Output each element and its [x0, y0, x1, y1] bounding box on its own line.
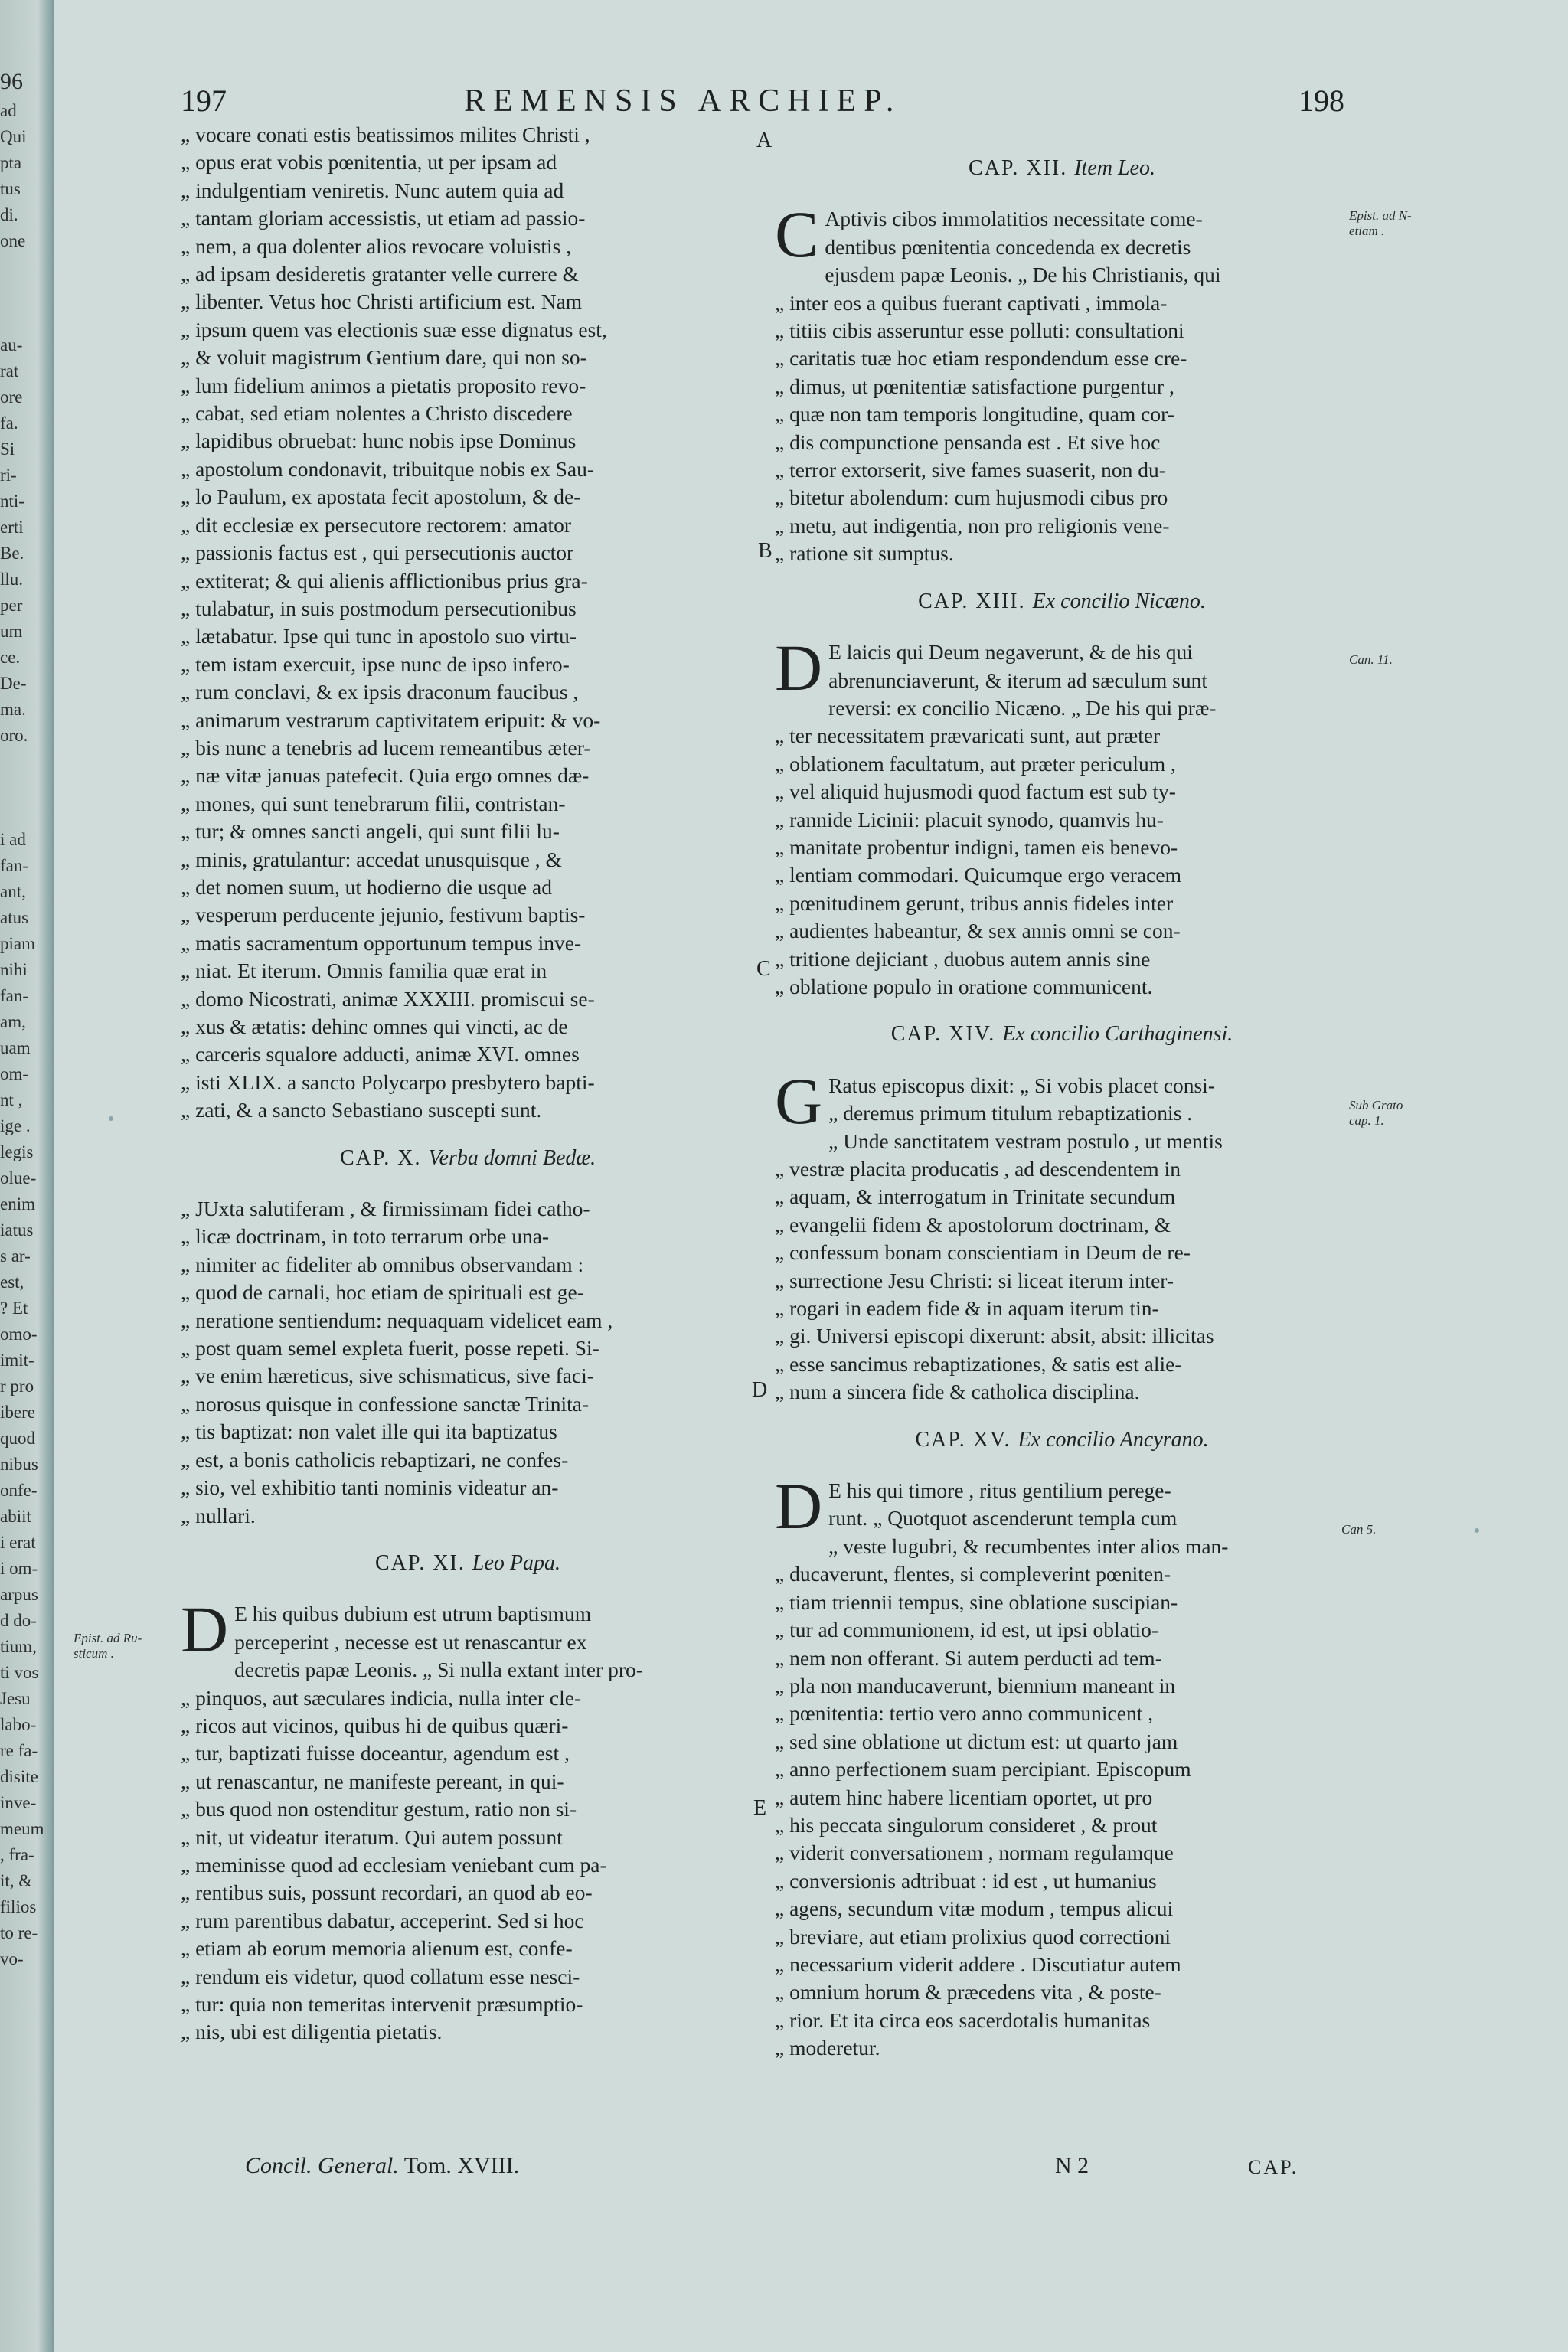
previous-page-line: um	[0, 622, 23, 641]
text-line: „ confessum bonam conscientiam in Deum de re-	[775, 1240, 1191, 1265]
previous-page-line: ri-	[0, 466, 17, 485]
text-line: „ licæ doctrinam, in toto terrarum orbe una-	[181, 1224, 550, 1249]
previous-page-line: ige .	[0, 1116, 31, 1135]
text-line: „ tur; & omnes sancti angeli, qui sunt filii lu-	[181, 819, 560, 844]
previous-page-line: ce.	[0, 648, 21, 667]
previous-page-line: labo-	[0, 1715, 37, 1734]
cap14-title: CAP. XIV.	[890, 1022, 996, 1047]
text-line: Aptivis cibos immolatitios necessitate come-	[825, 207, 1203, 231]
cap13-dropcap: D	[775, 631, 823, 705]
text-line: „ carceris squalore adducti, animæ XVI. omnes	[181, 1042, 580, 1067]
text-line: „ vel aliquid hujusmodi quod factum est sub ty-	[775, 779, 1176, 804]
text-line: „ ad ipsam desideretis gratanter velle currere &	[181, 262, 579, 286]
text-line: „ animarum vestrarum captivitatem eripuit: & vo-	[181, 707, 601, 732]
previous-page-line: Be.	[0, 544, 24, 563]
cap13-body	[775, 631, 1349, 1001]
text-line: runt. „ Quotquot ascenderunt templa cum	[828, 1506, 1178, 1530]
text-line: „ tur: quia non temeritas intervenit præsumptio-	[181, 1992, 583, 2016]
text-line: „ minis, gratulantur: accedat unusquisque , &	[181, 847, 562, 871]
text-line: „ rentibus suis, possunt recordari, an quod ab eo-	[181, 1880, 593, 1905]
text-line: „ nimiter ac fideliter ab omnibus observandam :	[181, 1252, 584, 1276]
text-line: „ num a sincera fide & catholica disciplina.	[775, 1380, 1140, 1404]
right-column	[775, 136, 1349, 2063]
previous-page-line: fan-	[0, 856, 29, 875]
previous-page-line	[0, 280, 46, 306]
text-line: „ manitate probentur indigni, tamen eis benevo-	[775, 835, 1178, 859]
cap11-body	[181, 1592, 755, 2047]
previous-page-line: am,	[0, 1012, 26, 1031]
text-line: „ oblationem facultatum, aut præter periculum ,	[775, 751, 1176, 776]
previous-page-line: Si	[0, 439, 15, 459]
text-line: „ conversionis adtribuat : id est , ut humanius	[775, 1868, 1157, 1893]
previous-page-line: r pro	[0, 1377, 34, 1396]
cap14-body	[775, 1063, 1349, 1406]
margin-note-can5	[1341, 1522, 1376, 1537]
cap15-text	[775, 1469, 1349, 2063]
margin-note-epist-right	[1349, 208, 1412, 239]
previous-page-line: s ar-	[0, 1246, 31, 1266]
text-line: „ pœnitudinem gerunt, tribus annis fideles inter	[775, 890, 1174, 915]
previous-page-line: d do-	[0, 1611, 37, 1630]
cap12-subtitle: Item Leo.	[1074, 156, 1155, 180]
text-line: reversi: ex concilio Nicæno. „ De his qui præ-	[828, 695, 1217, 720]
text-line: „ gi. Universi episcopi dixerunt: absit, absit: illicitas	[775, 1324, 1214, 1348]
cap11-heading	[181, 1550, 755, 1577]
text-line: „ viderit conversationem , normam regulamque	[775, 1841, 1174, 1865]
text-line: „ niat. Et iterum. Omnis familia quæ erat in	[181, 959, 547, 983]
text-line: „ omnium horum & præcedens vita , & poste-	[775, 1980, 1161, 2004]
paper-speck	[1475, 1528, 1479, 1533]
text-line: „ ducaverunt, flentes, si compleverint pœniten-	[775, 1562, 1171, 1586]
cap12-heading	[775, 155, 1349, 182]
text-line: „ est, a bonis catholicis rebaptizari, ne confes-	[181, 1447, 569, 1472]
text-line: „ rior. Et ita circa eos sacerdotalis humanitas	[775, 2007, 1151, 2032]
section-letter-a: A	[756, 129, 773, 152]
text-line: perceperint , necesse est ut renascantur ex	[234, 1629, 587, 1654]
cap11-subtitle: Leo Papa.	[472, 1550, 561, 1575]
previous-page-line: re fa-	[0, 1741, 38, 1760]
previous-page-line: tium,	[0, 1637, 37, 1656]
text-line: „ audientes habeantur, & sex annis omni se con-	[775, 919, 1181, 943]
text-line: „ tiam triennii tempus, sine oblatione suscipian-	[775, 1589, 1178, 1614]
previous-page-line: vo-	[0, 1949, 24, 1968]
text-line: „ tulabatur, in suis postmodum persecutionibus	[181, 596, 577, 620]
previous-page-line: ant,	[0, 882, 26, 901]
text-line: dentibus pœnitentia concedenda ex decretis	[825, 234, 1191, 259]
previous-page-line: Qui	[0, 127, 27, 146]
previous-page-line: di.	[0, 205, 18, 224]
previous-page-line: , fra-	[0, 1845, 34, 1864]
text-line: „ lo Paulum, ex apostata fecit apostolum, & de-	[181, 485, 581, 509]
previous-page-line: legis	[0, 1142, 34, 1161]
text-line: decretis papæ Leonis. „ Si nulla extant inter pro-	[234, 1658, 643, 1682]
cap14-text	[775, 1063, 1349, 1406]
text-line: „ vesperum perducente jejunio, festivum baptis-	[181, 903, 586, 927]
cap11-dropcap: D	[181, 1592, 229, 1667]
text-line: „ cabat, sed etiam nolentes a Christo discedere	[181, 401, 573, 426]
cap12-title: CAP. XII.	[969, 156, 1068, 180]
previous-page-line: ibere	[0, 1403, 35, 1422]
text-line: „ his peccata singulorum consideret , & prout	[775, 1812, 1158, 1837]
text-line: E laicis qui Deum negaverunt, & de his qui	[828, 640, 1193, 665]
text-line: „ pinquos, aut sæculares indicia, nulla inter cle-	[181, 1685, 582, 1710]
previous-page-line	[0, 306, 46, 332]
section-letter-b: B	[758, 539, 773, 563]
text-line: „ libenter. Vetus hoc Christi artificium est. Nam	[181, 289, 583, 314]
text-line: „ moderetur.	[775, 2036, 880, 2060]
text-line: „ caritatis tuæ hoc etiam respondendum esse cre-	[775, 346, 1187, 371]
margin-note-sub-grato	[1349, 1098, 1403, 1129]
text-line: „ rum parentibus dabatur, acceperint. Sed si hoc	[181, 1908, 584, 1932]
margin-note-line: Can 5.	[1341, 1522, 1377, 1537]
cap15-heading	[775, 1426, 1349, 1454]
previous-page-line	[0, 254, 46, 280]
previous-page-line: i erat	[0, 1533, 36, 1552]
text-line: „ rannide Licinii: placuit synodo, quamvis hu-	[775, 807, 1164, 831]
text-line: „ nit, ut videatur iteratum. Qui autem possunt	[181, 1824, 563, 1849]
text-line: „ & voluit magistrum Gentium dare, qui non so-	[181, 345, 587, 370]
previous-page-line: om-	[0, 1064, 29, 1083]
previous-page-line: oro.	[0, 726, 28, 745]
text-line: „ tur, baptizati fuisse doceantur, agendum est ,	[181, 1741, 570, 1766]
text-line: „ veste lugubri, & recumbentes inter alios man-	[828, 1534, 1229, 1558]
catchword: CAP.	[1248, 2156, 1299, 2178]
previous-page-line: imit-	[0, 1351, 34, 1370]
text-line: „ det nomen suum, ut hodierno die usque ad	[181, 874, 552, 899]
previous-page-line: De-	[0, 674, 27, 693]
text-line: „ isti XLIX. a sancto Polycarpo presbytero bapti-	[181, 1070, 595, 1094]
text-line: „ ter necessitatem prævaricati sunt, aut præter	[775, 724, 1161, 748]
margin-note-line: cap. 1.	[1349, 1113, 1384, 1128]
margin-note-line: Can. 11.	[1349, 652, 1393, 667]
section-letter-e: E	[753, 1796, 767, 1820]
footer-collection: Concil. General.	[245, 2153, 399, 2178]
previous-page-line: disite	[0, 1767, 38, 1786]
footer-left	[245, 2153, 519, 2179]
text-line: „ nem, a qua dolenter alios revocare voluistis ,	[181, 234, 572, 258]
text-line: „ matis sacramentum opportunum tempus inve-	[181, 930, 582, 955]
text-line: „ næ vitæ januas patefecit. Quia ergo omnes dæ-	[181, 763, 590, 788]
previous-page-line: rat	[0, 361, 19, 381]
previous-page-line: iatus	[0, 1220, 34, 1240]
previous-page-line: nibus	[0, 1455, 38, 1474]
previous-page-line: i ad	[0, 830, 26, 849]
text-line: „ pœnitentia: tertio vero anno communicent ,	[775, 1701, 1154, 1726]
previous-page-line: to re-	[0, 1923, 38, 1942]
text-line: „ nem non offerant. Si autem perducti ad tem-	[775, 1645, 1162, 1670]
previous-page-line: fan-	[0, 986, 29, 1005]
previous-page-line: ore	[0, 387, 23, 407]
cap10-title: CAP. X.	[339, 1145, 422, 1170]
text-line: „ inter eos a quibus fuerant captivati , immola-	[775, 290, 1168, 315]
text-line: „ xus & ætatis: dehinc omnes qui vincti, ac de	[181, 1014, 568, 1038]
text-line: „ Unde sanctitatem vestram postulo , ut mentis	[828, 1129, 1223, 1153]
previous-page-line: nti-	[0, 492, 24, 511]
cap12-text	[775, 198, 1349, 567]
previous-page-line: piam	[0, 934, 35, 953]
text-line: „ etiam ab eorum memoria alienum est, confe-	[181, 1936, 573, 1961]
text-line: „ terror extorserit, sive fames suaserit, non du-	[775, 458, 1166, 482]
previous-page-line: fa.	[0, 413, 18, 433]
text-line: „ ipsum quem vas electionis suæ esse dignatus est,	[181, 317, 607, 341]
cap10-subtitle: Verba domni Bedæ.	[428, 1145, 596, 1170]
cap13-subtitle: Ex concilio Nicæno.	[1032, 589, 1206, 613]
previous-page-line: Jesu	[0, 1689, 31, 1708]
text-line: „ bus quod non ostenditur gestum, ratio non si-	[181, 1797, 577, 1821]
text-line: „ evangelii fidem & apostolorum doctrinam, &	[775, 1212, 1171, 1236]
previous-page-line: inve-	[0, 1793, 37, 1812]
margin-note-line: sticum .	[74, 1646, 114, 1661]
text-line: „ dis compunctione pensanda est . Et sive hoc	[775, 430, 1161, 454]
previous-page-line: uam	[0, 1038, 31, 1057]
text-line: „ passionis factus est , qui persecutionis auctor	[181, 541, 574, 565]
section-letter-d: D	[752, 1378, 768, 1402]
text-line: „ pla non manducaverunt, biennium maneant in	[775, 1673, 1176, 1697]
text-line: „ rogari in eadem fide & in aquam iterum tin-	[775, 1296, 1159, 1321]
previous-page-line: est,	[0, 1272, 24, 1292]
text-line: „ oblatione populo in oratione communicent.	[775, 974, 1153, 998]
previous-page-line: ad	[0, 101, 17, 120]
previous-page-line: ma.	[0, 700, 26, 719]
text-line: „ quod de carnali, hoc etiam de spirituali est ge-	[181, 1280, 584, 1305]
previous-page-line: per	[0, 596, 23, 615]
cap15-subtitle: Ex concilio Ancyrano.	[1018, 1427, 1209, 1452]
cap15-title: CAP. XV.	[915, 1427, 1011, 1452]
text-line: „ ut renascantur, ne manifeste pereant, in qui-	[181, 1769, 564, 1793]
text-line: „ ricos aut vicinos, quibus hi de quibus quæri-	[181, 1713, 569, 1737]
previous-page-line: filios	[0, 1897, 37, 1916]
previous-page-line: llu.	[0, 570, 24, 589]
previous-page-line: ti vos	[0, 1663, 39, 1682]
previous-page-line: onfe-	[0, 1481, 38, 1500]
cap12-dropcap: C	[775, 198, 819, 272]
text-line: „ rum conclavi, & ex ipsis draconum faucibus ,	[181, 680, 579, 704]
text-line: ejusdem papæ Leonis. „ De his Christianis, qui	[825, 263, 1221, 287]
page-number-left: 197	[181, 83, 227, 118]
cap14-dropcap: G	[775, 1063, 823, 1138]
page-number-right: 198	[1298, 83, 1344, 118]
text-line: Ratus episcopus dixit: „ Si vobis placet consi-	[828, 1073, 1215, 1097]
text-line: „ apostolum condonavit, tribuitque nobis ex Sau-	[181, 456, 594, 481]
previous-page-line: olue-	[0, 1168, 37, 1187]
cap13-title: CAP. XIII.	[918, 589, 1026, 613]
previous-page-line	[0, 801, 46, 827]
previous-page-line: abiit	[0, 1507, 31, 1526]
previous-page-line: pta	[0, 153, 22, 172]
cap11-title: CAP. XI.	[374, 1550, 466, 1575]
text-line: E his qui timore , ritus gentilium perege-	[828, 1478, 1171, 1503]
previous-page-line: arpus	[0, 1585, 38, 1604]
left-column	[181, 121, 755, 2047]
text-line: „ vestræ placita producatis , ad descendentem in	[775, 1157, 1181, 1181]
text-line: „ JUxta salutiferam , & firmissimam fidei catho-	[181, 1197, 590, 1221]
text-line: „ autem hinc habere licentiam oportet, ut pro	[775, 1785, 1153, 1809]
previous-page-line	[0, 775, 46, 801]
text-line: „ tantam gloriam accessistis, ut etiam ad passio-	[181, 206, 586, 230]
previous-page-line: nihi	[0, 960, 28, 979]
text-line: „ quæ non tam temporis longitudine, quam cor-	[775, 402, 1174, 426]
text-line: abrenunciaverunt, & iterum ad sæculum sunt	[828, 668, 1207, 692]
text-line: „ necessarium viderit addere . Discutiatur autem	[775, 1952, 1181, 1976]
margin-note-line: etiam .	[1349, 224, 1385, 238]
text-line: „ nis, ubi est diligentia pietatis.	[181, 2020, 443, 2044]
text-line: „ ratione sit sumptus.	[775, 541, 954, 566]
text-line: „ breviare, aut etiam prolixius quod correctioni	[775, 1924, 1171, 1949]
margin-note-line: Epist. ad Ru-	[74, 1631, 142, 1645]
text-line: „ metu, aut indigentia, non pro religionis vene-	[775, 513, 1170, 537]
previous-page-line: erti	[0, 518, 24, 537]
running-title: REMENSIS ARCHIEP.	[464, 83, 902, 119]
text-line: „ agens, secundum vitæ modum , tempus alicui	[775, 1896, 1174, 1921]
cap15-dropcap: D	[775, 1469, 823, 1544]
cap13-text	[775, 631, 1349, 1001]
cap10-heading	[181, 1145, 755, 1172]
previous-page-line: tus	[0, 179, 21, 198]
text-line: „ opus erat vobis pœnitentia, ut per ipsam ad	[181, 150, 557, 175]
cap11-text	[181, 1592, 755, 2047]
text-line: „ vocare conati estis beatissimos milites Christi ,	[181, 122, 590, 146]
text-line: „ indulgentiam veniretis. Nunc autem quia ad	[181, 178, 564, 202]
text-line: „ lætabatur. Ipse qui tunc in apostolo suo virtu-	[181, 624, 577, 648]
previous-page-line: meum	[0, 1819, 44, 1838]
previous-page-number: 96	[0, 69, 23, 94]
margin-note-can11	[1349, 652, 1393, 668]
text-line: E his quibus dubium est utrum baptismum	[234, 1602, 592, 1626]
cap14-subtitle: Ex concilio Carthaginensi.	[1002, 1022, 1233, 1047]
text-line: „ tur ad communionem, id est, ut ipsi oblatio-	[775, 1618, 1159, 1642]
previous-page-line	[0, 749, 46, 775]
previous-page-line: one	[0, 231, 26, 250]
text-line: „ dimus, ut pœnitentiæ satisfactione purgentur ,	[775, 374, 1174, 398]
text-line: „ sio, vel exhibitio tanti nominis videatur an-	[181, 1475, 559, 1500]
cap15-body	[775, 1469, 1349, 2063]
cap12-body	[775, 198, 1349, 567]
text-line: „ meminisse quod ad ecclesiam veniebant cum pa-	[181, 1852, 607, 1877]
text-line: „ tis baptizat: non valet ille qui ita baptizatus	[181, 1419, 557, 1444]
text-line: „ rendum eis videtur, quod collatum esse nesci-	[181, 1964, 580, 1988]
previous-page-line: ? Et	[0, 1298, 28, 1318]
text-line: „ anno perfectionem suam percipiant. Episcopum	[775, 1757, 1191, 1782]
footer-tome: Tom. XVIII.	[403, 2153, 520, 2178]
text-line: „ norosus quisque in confessione sanctæ Trinita-	[181, 1391, 590, 1416]
previous-page-line: nt ,	[0, 1090, 23, 1109]
text-line: „ dit ecclesiæ ex persecutore rectorem: amator	[181, 512, 572, 537]
text-line: „ bis nunc a tenebris ad lucem remeantibus æter-	[181, 735, 591, 760]
text-line: „ aquam, & interrogatum in Trinitate secundum	[775, 1184, 1176, 1209]
previous-page-line: quod	[0, 1429, 35, 1448]
cap10-text	[181, 1195, 755, 1530]
text-line: „ nullari.	[181, 1503, 256, 1527]
previous-page-line: it, &	[0, 1871, 33, 1890]
margin-note-line: Sub Grato	[1349, 1098, 1403, 1112]
margin-note-epist-rusticum	[74, 1631, 142, 1661]
text-line: „ lapidibus obruebat: hunc nobis ipse Dominus	[181, 429, 577, 453]
text-line: „ zati, & a sancto Sebastiano suscepti sunt.	[181, 1098, 542, 1122]
signature-mark: N 2	[1055, 2153, 1089, 2178]
text-line: „ extiterat; & qui alienis afflictionibus prius gra-	[181, 568, 588, 593]
previous-page-line: omo-	[0, 1325, 38, 1344]
text-line: „ surrectione Jesu Christi: si liceat iterum inter-	[775, 1268, 1174, 1292]
left-intro-text	[181, 121, 755, 1125]
text-line: „ titiis cibis asseruntur esse polluti: consultationi	[775, 318, 1184, 343]
text-line: „ ve enim hæreticus, sive schismaticus, sive faci-	[181, 1364, 594, 1388]
section-letter-c: C	[756, 957, 771, 981]
text-line: „ domo Nicostrati, animæ XXXIII. promiscui se-	[181, 986, 595, 1011]
text-line: „ post quam semel expleta fuerit, posse repeti. Si-	[181, 1336, 599, 1361]
text-line: „ bitetur abolendum: cum hujusmodi cibus pro	[775, 485, 1168, 510]
text-line: „ lentiam commodari. Quicumque ergo veracem	[775, 863, 1181, 887]
text-line: „ lum fidelium animos a pietatis proposito revo-	[181, 373, 586, 397]
text-line: „ esse sancimus rebaptizationes, & satis est alie-	[775, 1351, 1182, 1376]
previous-page-line: i om-	[0, 1559, 38, 1578]
margin-note-line: Epist. ad N-	[1349, 208, 1412, 223]
paper-speck	[109, 1116, 113, 1121]
text-line: „ deremus primum titulum rebaptizationis .	[828, 1101, 1193, 1125]
text-line: „ neratione sentiendum: nequaquam videlicet eam ,	[181, 1308, 613, 1332]
text-line: „ sed sine oblatione ut dictum est: ut quarto jam	[775, 1729, 1178, 1753]
cap14-heading	[775, 1021, 1349, 1048]
text-line: „ mones, qui sunt tenebrarum filii, contristan-	[181, 791, 566, 815]
text-line: „ tritione dejiciant , duobus autem annis sine	[775, 946, 1151, 971]
previous-page-fragment	[0, 69, 46, 1972]
previous-page-line: enim	[0, 1194, 35, 1214]
cap13-heading	[775, 588, 1349, 616]
text-line: „ tem istam exercuit, ipse nunc de ipso infero-	[181, 652, 570, 676]
previous-page-line: atus	[0, 908, 29, 927]
previous-page-line: au-	[0, 335, 23, 354]
